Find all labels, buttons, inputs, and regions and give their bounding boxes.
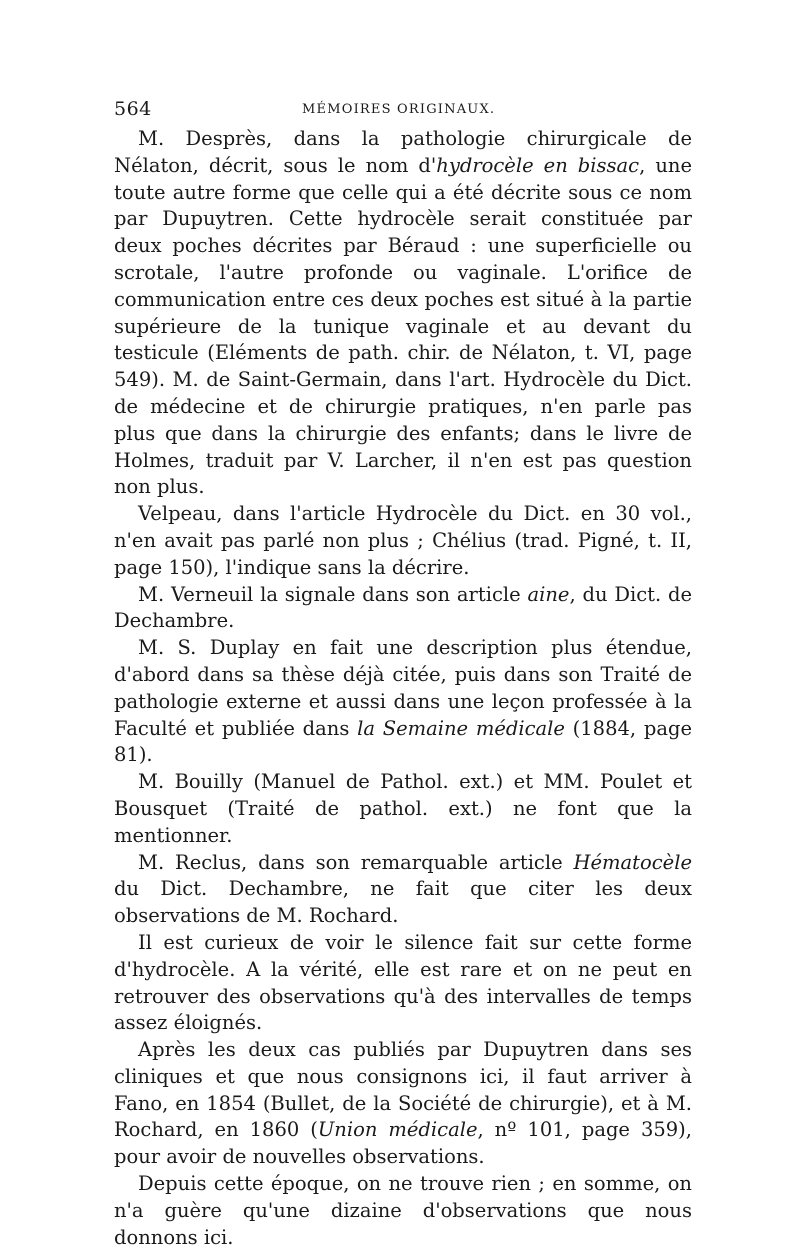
paragraph-despres: M. Desprès, dans la pathologie chirurgicale de Nélaton, décrit, sous le nom d'hydrocèle en bissac, une toute autre forme que celle qui a été décrite sous ce nom par Dupuytren. Cette hydrocèle serait constituée par deux poches décrites par Béraud : une superficielle ou scrotale, l'autre profonde ou vaginale. L'orifice de communication entre ces deux poches est situé à la partie supérieure de la tunique vaginale et au devant du testicule (Eléments de path. chir. de Nélaton, t. VI, page 549). M. de Saint-Germain, dans l'art. Hydrocèle du Dict. de médecine et de chirurgie pratiques, n'en parle pas plus que dans la chirurgie des enfants; dans le livre de Holmes, traduit par V. Larcher, il n'en est pas question non plus.	[114, 127, 692, 499]
term-hematocele: Hématocèle	[573, 850, 692, 874]
paragraph-verneuil: M. Verneuil la signale dans son article aine, du Dict. de Dechambre.	[114, 582, 692, 633]
paragraph-silence: Il est curieux de voir le silence fait sur cette forme d'hydrocèle. A la vérité, elle est rare et on ne peut en retrouver des observations qu'à des intervalles de temps assez éloignés.	[114, 930, 692, 1035]
paragraph-conclusion: Depuis cette époque, on ne trouve rien ; en somme, on n'a guère qu'une dizaine d'observations que nous donnons ici.	[114, 1172, 692, 1249]
page-number: 564	[114, 98, 152, 120]
running-title: MÉMOIRES ORIGINAUX.	[302, 102, 496, 117]
paragraph-duplay: M. S. Duplay en fait une description plus étendue, d'abord dans sa thèse déjà citée, puis dans son Traité de pathologie externe et aussi dans une leçon professée à la Faculté et publiée dans la Semaine médicale (1884, page 81).	[114, 636, 692, 767]
term-hydrocele-en-bissac: hydrocèle en bissac	[436, 153, 640, 177]
term-aine: aine	[527, 582, 570, 606]
title-semaine-medicale: la Semaine médicale	[357, 716, 565, 740]
body-text	[114, 126, 692, 1251]
paragraph-bouilly: M. Bouilly (Manuel de Pathol. ext.) et MM. Poulet et Bousquet (Traité de pathol. ext.) ne font que la mentionner.	[114, 770, 692, 847]
paragraph-reclus: M. Reclus, dans son remarquable article Hématocèle du Dict. Dechambre, ne fait que citer les deux observations de M. Rochard.	[114, 850, 692, 928]
running-head	[114, 98, 714, 124]
paragraph-dupuytren-fano: Après les deux cas publiés par Dupuytren dans ses cliniques et que nous consignons ici, il faut arriver à Fano, en 1854 (Bullet, de la Société de chirurgie), et à M. Rochard, en 1860 (Union médicale, nº 101, page 359), pour avoir de nouvelles observations.	[114, 1038, 692, 1169]
paragraph-velpeau: Velpeau, dans l'article Hydrocèle du Dict. en 30 vol., n'en avait pas parlé non plus ; Chélius (trad. Pigné, t. II, page 150), l'indique sans la décrire.	[114, 502, 692, 579]
title-union-medicale: Union médicale	[317, 1118, 478, 1142]
